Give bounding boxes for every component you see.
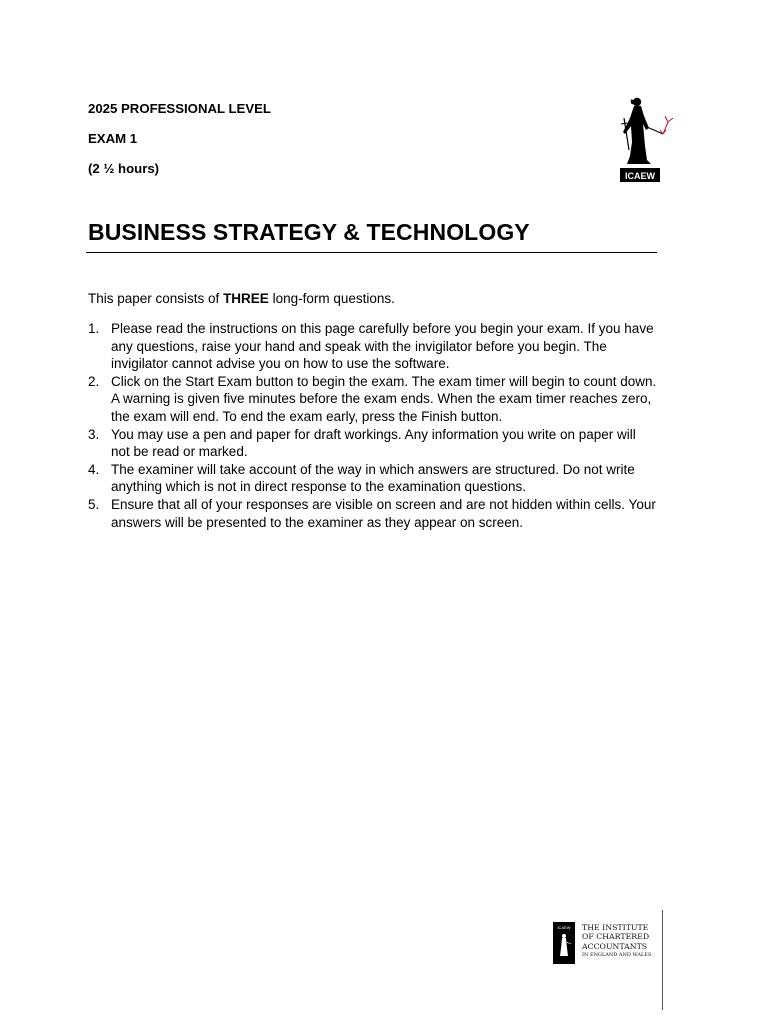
intro-after: long-form questions. [268,291,395,306]
exam-number: EXAM 1 [88,131,138,146]
intro-text [88,291,395,306]
institute-line-2: OF CHARTERED [582,932,650,942]
instruction-number: 5. [88,496,100,512]
instruction-number: 1. [88,321,100,336]
intro-bold: THREE [223,291,269,306]
instruction-item [88,461,658,496]
icaew-crest-icon [553,922,575,964]
instruction-text: Ensure that all of your responses are visible on screen and are not hidden within cells. Your answers will be presented to the examiner as they appear on screen. [111,496,656,530]
page-title: BUSINESS STRATEGY & TECHNOLOGY [88,219,530,245]
instruction-number: 4. [88,461,100,477]
footer-logo [553,922,653,966]
instruction-text: Click on the Start Exam button to begin the exam. The exam timer will begin to count down. A warning is given five minutes before the exam ends. When the exam timer reaches zero, the exam will end. To end the exam early, press the Finish button. [111,373,657,424]
intro-before: This paper consists of [88,291,224,306]
icaew-logo-icon [613,94,675,184]
instruction-text: Please read the instructions on this page carefully before you begin your exam. If you have any questions, raise your hand and speak with the invigilator before you begin. The invigilator cannot advise you on how to use the software. [111,321,654,372]
institute-subline: IN ENGLAND AND WALES [582,952,652,959]
instruction-text: You may use a pen and paper for draft workings. Any information you write on paper will not be read or marked. [111,426,636,460]
exam-duration: (2 ½ hours) [88,161,160,176]
instruction-text: The examiner will take account of the way in which answers are structured. Do not write anything which is not in direct response to the examination questions. [111,461,635,495]
institute-name [582,923,651,960]
instruction-item [88,496,658,531]
instructions-list [88,320,658,531]
instruction-item [88,373,658,426]
institute-line-3: ACCOUNTANTS [582,941,648,951]
institute-line-1: THE INSTITUTE [582,923,649,932]
instruction-number: 2. [88,373,100,389]
footer-divider [662,910,663,1010]
icaew-badge-text: ICAEW [625,171,655,181]
title-divider [86,252,657,253]
exam-level: 2025 PROFESSIONAL LEVEL [88,101,271,116]
instruction-item [88,320,658,373]
instruction-item [88,426,658,461]
instruction-number: 3. [88,426,100,442]
svg-text:ICAEW: ICAEW [557,925,571,930]
